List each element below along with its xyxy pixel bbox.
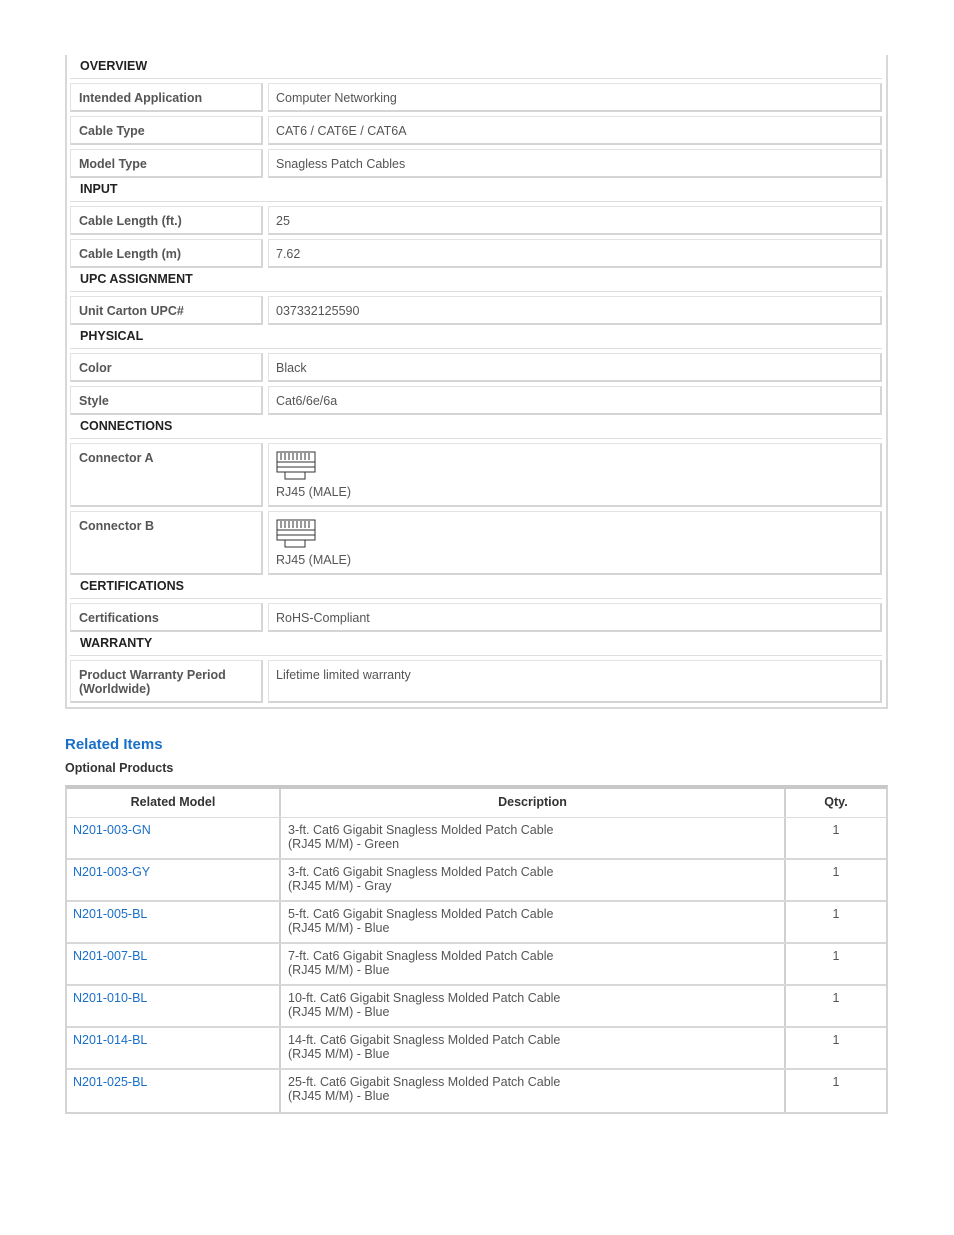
spec-row xyxy=(70,660,882,703)
spec-row xyxy=(70,603,882,632)
qty-cell: 1 xyxy=(832,823,840,837)
section-input: INPUT xyxy=(70,178,882,202)
description-cell xyxy=(279,1028,786,1068)
description-line: (RJ45 M/M) - Blue xyxy=(288,963,390,977)
spec-value: 7.62 xyxy=(268,239,882,268)
section-upc-assignment: UPC ASSIGNMENT xyxy=(70,268,882,292)
description-cell xyxy=(279,902,786,942)
spec-value: Computer Networking xyxy=(268,83,882,112)
related-products-table xyxy=(65,785,888,1114)
section-overview: OVERVIEW xyxy=(70,55,882,79)
spec-label: Cable Length (ft.) xyxy=(70,206,263,235)
model-link[interactable]: N201-010-BL xyxy=(73,991,148,1005)
spec-row xyxy=(70,83,882,112)
spec-label: Certifications xyxy=(70,603,263,632)
connector-b-value: RJ45 (MALE) xyxy=(276,553,352,567)
model-link[interactable]: N201-005-BL xyxy=(73,907,148,921)
spec-value: 037332125590 xyxy=(268,296,882,325)
spec-label: Model Type xyxy=(70,149,263,178)
section-connections: CONNECTIONS xyxy=(70,415,882,439)
model-cell xyxy=(67,860,279,900)
description-cell xyxy=(279,1070,786,1112)
spec-label: Unit Carton UPC# xyxy=(70,296,263,325)
spec-value: CAT6 / CAT6E / CAT6A xyxy=(268,116,882,145)
description-line: 14-ft. Cat6 Gigabit Snagless Molded Patch Cable xyxy=(288,1033,561,1047)
description-line: 3-ft. Cat6 Gigabit Snagless Molded Patch Cable xyxy=(288,865,554,879)
spec-value: Snagless Patch Cables xyxy=(268,149,882,178)
description-cell xyxy=(279,986,786,1026)
model-link[interactable]: N201-007-BL xyxy=(73,949,148,963)
qty-cell: 1 xyxy=(832,991,840,1005)
table-row xyxy=(67,944,886,986)
model-link[interactable]: N201-025-BL xyxy=(73,1075,148,1089)
table-header xyxy=(67,789,886,818)
rj45-connector-icon xyxy=(276,519,318,551)
table-row xyxy=(67,860,886,902)
table-row xyxy=(67,902,886,944)
section-certifications: CERTIFICATIONS xyxy=(70,575,882,599)
model-cell xyxy=(67,944,279,984)
description-line: 5-ft. Cat6 Gigabit Snagless Molded Patch Cable xyxy=(288,907,554,921)
spec-row xyxy=(70,386,882,415)
connector-a-value: RJ45 (MALE) xyxy=(276,485,352,499)
description-line: (RJ45 M/M) - Blue xyxy=(288,1005,390,1019)
table-row xyxy=(67,818,886,860)
description-cell xyxy=(279,944,786,984)
description-line: (RJ45 M/M) - Blue xyxy=(288,1089,390,1103)
rj45-connector-icon xyxy=(276,451,318,483)
qty-cell: 1 xyxy=(832,1033,840,1047)
spec-label: Cable Length (m) xyxy=(70,239,263,268)
optional-products-subheading: Optional Products xyxy=(65,761,174,775)
spec-row xyxy=(70,116,882,145)
spec-value: Lifetime limited warranty xyxy=(268,660,882,703)
related-items-heading: Related Items xyxy=(65,736,163,753)
spec-label: Color xyxy=(70,353,263,382)
description-line: 10-ft. Cat6 Gigabit Snagless Molded Patch Cable xyxy=(288,991,561,1005)
model-link[interactable]: N201-003-GN xyxy=(73,823,151,837)
spec-row xyxy=(70,443,882,507)
model-cell xyxy=(67,902,279,942)
header-related-model: Related Model xyxy=(130,795,216,809)
spec-label: Product Warranty Period (Worldwide) xyxy=(70,660,263,703)
model-link[interactable]: N201-003-GY xyxy=(73,865,151,879)
spec-label: Style xyxy=(70,386,263,415)
spec-label: Intended Application xyxy=(70,83,263,112)
spec-row xyxy=(70,239,882,268)
description-line: (RJ45 M/M) - Green xyxy=(288,837,400,851)
spec-row xyxy=(70,296,882,325)
model-link[interactable]: N201-014-BL xyxy=(73,1033,148,1047)
description-line: (RJ45 M/M) - Gray xyxy=(288,879,392,893)
table-row xyxy=(67,1070,886,1112)
spec-row xyxy=(70,353,882,382)
specifications-panel xyxy=(65,55,888,709)
spec-table xyxy=(65,55,888,709)
description-line: 7-ft. Cat6 Gigabit Snagless Molded Patch Cable xyxy=(288,949,554,963)
header-qty: Qty. xyxy=(824,795,848,809)
section-warranty: WARRANTY xyxy=(70,632,882,656)
model-cell xyxy=(67,1070,279,1112)
qty-cell: 1 xyxy=(832,1075,840,1089)
table-row xyxy=(67,986,886,1028)
header-description: Description xyxy=(279,789,786,817)
spec-label: Cable Type xyxy=(70,116,263,145)
spec-value: 25 xyxy=(268,206,882,235)
spec-value: Cat6/6e/6a xyxy=(268,386,882,415)
description-line: 25-ft. Cat6 Gigabit Snagless Molded Patch Cable xyxy=(288,1075,561,1089)
description-line: (RJ45 M/M) - Blue xyxy=(288,921,390,935)
spec-row xyxy=(70,149,882,178)
spec-label: Connector B xyxy=(70,511,263,575)
spec-row xyxy=(70,206,882,235)
spec-label: Connector A xyxy=(70,443,263,507)
spec-value xyxy=(268,511,882,575)
spec-value xyxy=(268,443,882,507)
model-cell xyxy=(67,1028,279,1068)
description-line: (RJ45 M/M) - Blue xyxy=(288,1047,390,1061)
qty-cell: 1 xyxy=(832,949,840,963)
description-cell xyxy=(279,860,786,900)
model-cell xyxy=(67,986,279,1026)
qty-cell: 1 xyxy=(832,907,840,921)
spec-row xyxy=(70,511,882,575)
section-physical: PHYSICAL xyxy=(70,325,882,349)
model-cell xyxy=(67,818,279,858)
spec-value: Black xyxy=(268,353,882,382)
description-cell xyxy=(279,818,786,858)
qty-cell: 1 xyxy=(832,865,840,879)
description-line: 3-ft. Cat6 Gigabit Snagless Molded Patch Cable xyxy=(288,823,554,837)
table-row xyxy=(67,1028,886,1070)
spec-value: RoHS-Compliant xyxy=(268,603,882,632)
